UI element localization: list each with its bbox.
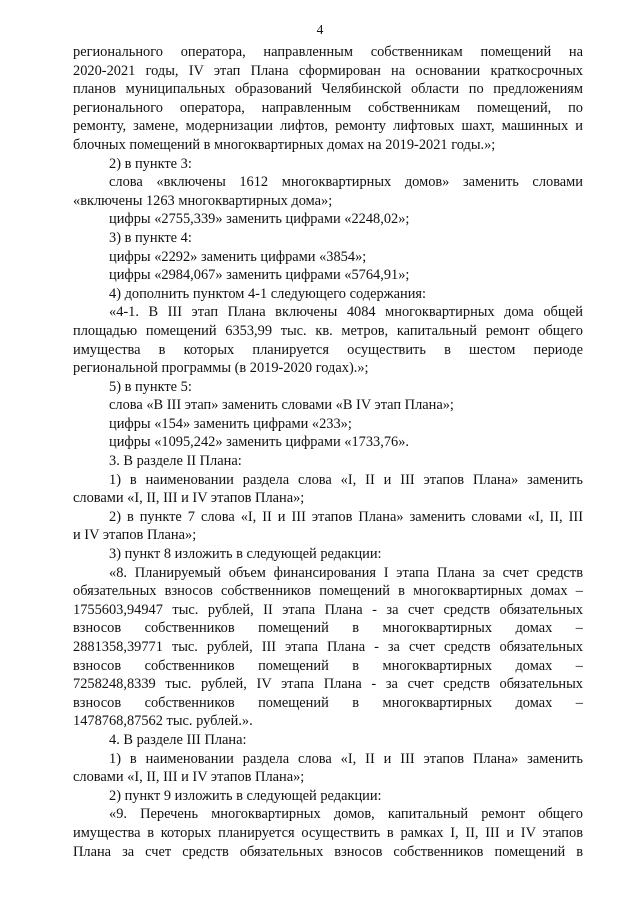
text-line: «включены 1263 многоквартирных дома»; xyxy=(73,192,333,209)
page-number: 4 xyxy=(316,22,324,37)
text-line: Плана за счет средств обязательных взносов собственников помещений в xyxy=(73,843,583,860)
text-line: 2881358,39771 тыс. рублей, III этапа Плана - за счет средств обязательных xyxy=(73,639,583,655)
text-line: 1) в наименовании раздела слова «I, II и III этапов Плана» заменить xyxy=(109,750,583,767)
text-line: цифры «2755,339» заменить цифрами «2248,02»; xyxy=(109,211,410,228)
text-line: 1755603,94947 тыс. рублей, II этапа Плана - за счет средств обязательных xyxy=(73,601,583,618)
text-line: цифры «2292» заменить цифрами «3854»; xyxy=(109,248,367,265)
text-line: 4) дополнить пунктом 4-1 следующего содержания: xyxy=(109,285,427,302)
text-line: и IV этапов Плана»; xyxy=(73,527,197,544)
text-line: взносов собственников помещений в многоквартирных домах – xyxy=(73,620,583,637)
text-line: 5) в пункте 5: xyxy=(109,378,192,395)
text-line: «8. Планируемый объем финансирования I этапа Плана за счет средств xyxy=(109,564,583,581)
text-line: цифры «154» заменить цифрами «233»; xyxy=(109,415,352,432)
text-line: имущества в которых планируется осуществить в шестом периоде xyxy=(73,341,583,358)
text-line: слова «включены 1612 многоквартирных домов» заменить словами xyxy=(109,174,583,191)
text-line: взносов собственников помещений в многоквартирных домах – xyxy=(73,657,583,674)
text-line: 3) в пункте 4: xyxy=(109,229,192,246)
text-line: 2020-2021 годы, IV этап Плана сформирован на основании краткосрочных xyxy=(73,62,583,79)
text-line: слова «В III этап» заменить словами «В IV этап Плана»; xyxy=(109,397,454,414)
text-line: 3) пункт 8 изложить в следующей редакции: xyxy=(109,546,382,563)
text-line: 1478768,87562 тыс. рублей.». xyxy=(73,713,253,730)
text-line: площадью помещений 6353,99 тыс. кв. метров, капитальный ремонт общего xyxy=(73,322,583,339)
text-line: 3. В разделе II Плана: xyxy=(109,453,242,470)
text-line: регионального оператора, направленным собственникам помещений на xyxy=(73,44,583,60)
text-line: словами «I, II, III и IV этапов Плана»; xyxy=(73,490,305,507)
text-line: взносов собственников помещений в многоквартирных домах – xyxy=(73,694,583,711)
text-line: 7258248,8339 тыс. рублей, IV этапа Плана - за счет средств обязательных xyxy=(73,676,583,693)
text-line: 1) в наименовании раздела слова «I, II и III этапов Плана» заменить xyxy=(109,471,583,488)
text-line: «9. Перечень многоквартирных домов, капитальный ремонт общего xyxy=(109,806,583,823)
text-line: регионального оператора, направленным собственникам помещений, по xyxy=(73,99,583,116)
text-line: блочных помещений в многоквартирных домах на 2019-2021 годы.»; xyxy=(73,136,496,153)
document-body xyxy=(73,43,583,861)
text-line: ремонту, замене, модернизации лифтов, ремонту лифтовых шахт, машинных и xyxy=(73,118,583,135)
text-line: планов муниципальных образований Челябинской области по предложениям xyxy=(73,81,583,98)
text-line: 2) пункт 9 изложить в следующей редакции: xyxy=(109,787,382,804)
text-line: 2) в пункте 3: xyxy=(109,155,192,172)
text-line: обязательных взносов собственников помещений в многоквартирных домах – xyxy=(73,583,583,600)
text-line: словами «I, II, III и IV этапов Плана»; xyxy=(73,769,305,786)
text-line: цифры «2984,067» заменить цифрами «5764,91»; xyxy=(109,267,410,284)
text-line: 4. В разделе III Плана: xyxy=(109,731,247,748)
text-line: имущества в которых планируется осуществить в рамках I, II, III и IV этапов xyxy=(73,824,583,841)
text-line: цифры «1095,242» заменить цифрами «1733,76». xyxy=(109,434,410,451)
text-line: 2) в пункте 7 слова «I, II и III этапов Плана» заменить словами «I, II, III xyxy=(109,508,583,525)
text-line: региональной программы (в 2019-2020 годах).»; xyxy=(73,360,369,377)
text-line: «4-1. В III этап Плана включены 4084 многоквартирных дома общей xyxy=(109,304,583,321)
